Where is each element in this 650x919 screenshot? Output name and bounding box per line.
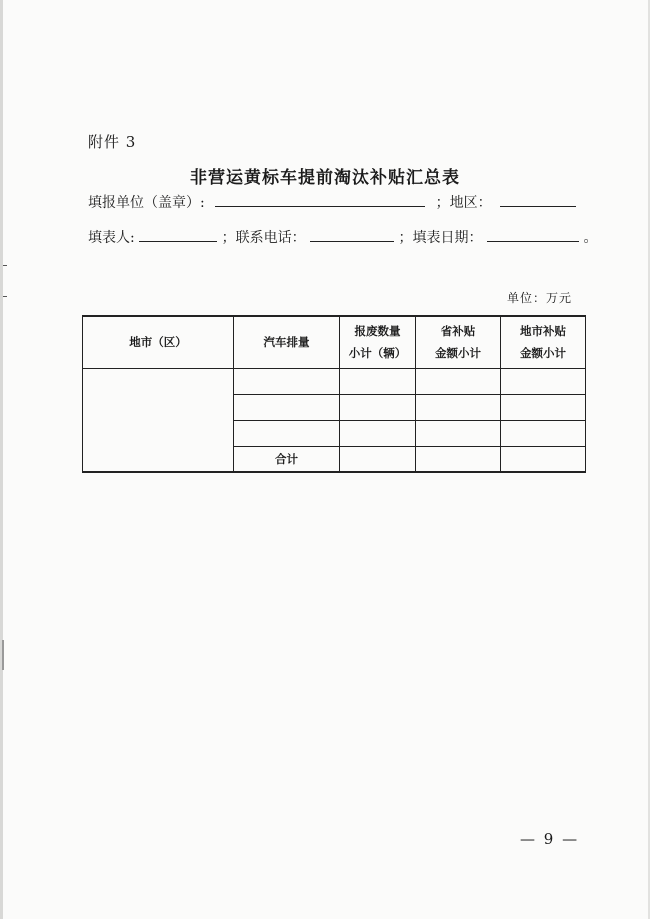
scan-mark — [3, 296, 7, 297]
phone-blank[interactable] — [310, 229, 394, 242]
unit-note: 单位：万元 — [506, 291, 572, 305]
scrap-count-cell[interactable] — [340, 368, 416, 394]
scan-mark — [2, 640, 4, 670]
date-blank[interactable] — [487, 229, 579, 242]
form-line-unit — [88, 192, 576, 212]
displacement-cell[interactable] — [234, 368, 340, 394]
scrap-count-cell[interactable] — [340, 394, 416, 420]
displacement-cell[interactable] — [234, 394, 340, 420]
table-row — [83, 368, 586, 394]
total-city-subsidy-cell[interactable] — [501, 446, 586, 472]
page-title: 非营运黄标车提前淘汰补贴汇总表 — [190, 168, 460, 188]
scrap-count-cell[interactable] — [340, 420, 416, 446]
table-header-row — [83, 316, 586, 368]
province-subsidy-cell[interactable] — [416, 368, 501, 394]
total-label: 合计 — [234, 446, 340, 472]
total-province-subsidy-cell[interactable] — [416, 446, 501, 472]
province-subsidy-cell[interactable] — [416, 394, 501, 420]
subsidy-summary-table — [82, 315, 586, 473]
city-subsidy-cell[interactable] — [501, 394, 586, 420]
date-label: ；填表日期： — [398, 230, 483, 246]
unit-label: 填报单位（盖章）: — [88, 195, 205, 211]
attachment-label: 附件 3 — [88, 133, 137, 151]
page-left-edge — [0, 0, 3, 919]
filler-label: 填表人: — [88, 230, 135, 246]
city-subsidy-cell[interactable] — [501, 420, 586, 446]
filler-blank[interactable] — [139, 229, 217, 242]
total-scrap-count-cell[interactable] — [340, 446, 416, 472]
region-label: ；地区： — [435, 195, 492, 211]
city-cell[interactable] — [83, 368, 234, 472]
header-city: 地市（区） — [83, 316, 234, 368]
phone-label: ；联系电话： — [221, 230, 306, 246]
unit-blank[interactable] — [215, 194, 425, 207]
scan-mark — [3, 265, 7, 266]
header-scrap-count: 报废数量 小计（辆） — [340, 316, 416, 368]
header-displacement: 汽车排量 — [234, 316, 340, 368]
province-subsidy-cell[interactable] — [416, 420, 501, 446]
region-blank[interactable] — [500, 194, 576, 207]
form-line-filler — [88, 227, 597, 247]
page-number: — 9 — — [520, 830, 580, 848]
end-mark: 。 — [583, 230, 598, 246]
city-subsidy-cell[interactable] — [501, 368, 586, 394]
header-city-subsidy: 地市补贴 金额小计 — [501, 316, 586, 368]
displacement-cell[interactable] — [234, 420, 340, 446]
header-province-subsidy: 省补贴 金额小计 — [416, 316, 501, 368]
